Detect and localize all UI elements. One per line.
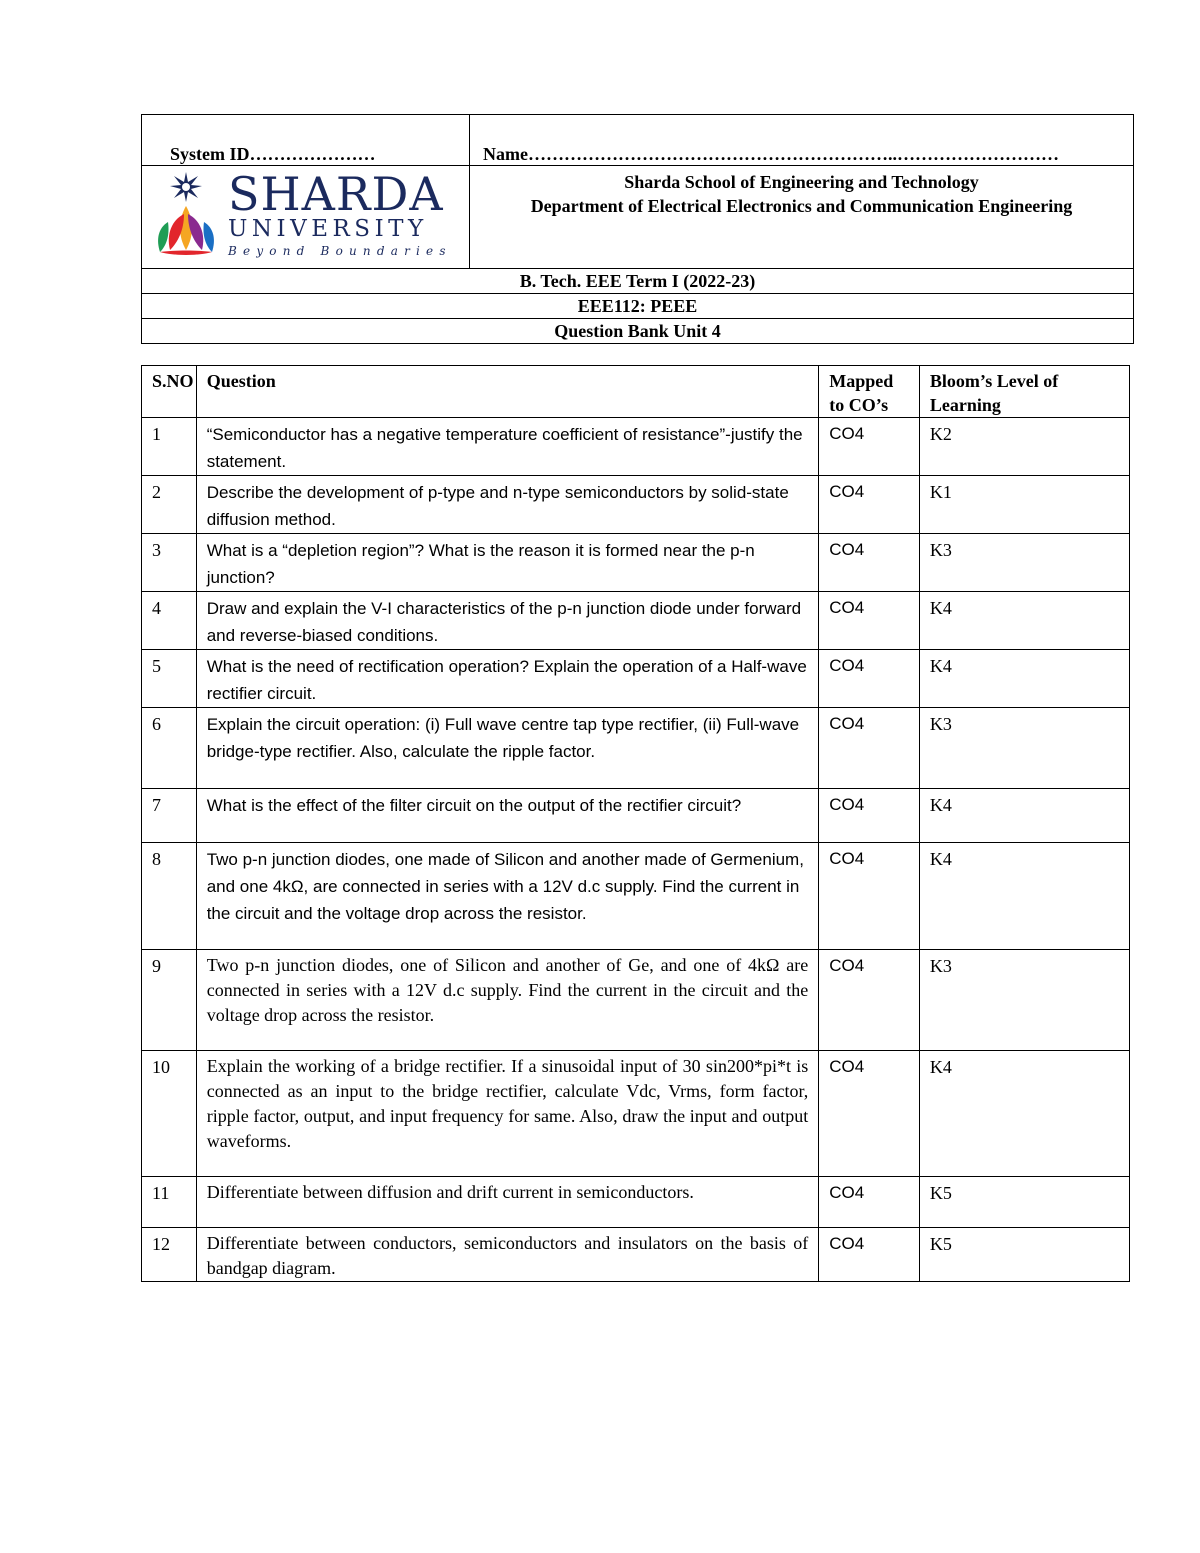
- row-question: “Semiconductor has a negative temperature coefficient of resistance”-justify the statement.: [196, 418, 819, 476]
- row-question: Differentiate between conductors, semiconductors and insulators on the basis of bandgap diagram.: [196, 1228, 819, 1282]
- row-sno: 10: [142, 1051, 197, 1177]
- program-title: B. Tech. EEE Term I (2022-23): [142, 269, 1134, 294]
- row-sno: 6: [142, 708, 197, 789]
- row-sno: 4: [142, 592, 197, 650]
- row-bloom: K3: [919, 950, 1129, 1051]
- row-bloom: K5: [919, 1228, 1129, 1282]
- row-sno: 2: [142, 476, 197, 534]
- row-bloom: K4: [919, 650, 1129, 708]
- question-table: [141, 365, 1130, 1282]
- question-bank-title: Question Bank Unit 4: [142, 319, 1134, 344]
- row-sno: 1: [142, 418, 197, 476]
- system-id-label: System ID…………………: [170, 144, 376, 164]
- logo-tagline: Beyond Boundaries: [228, 244, 452, 258]
- row-sno: 5: [142, 650, 197, 708]
- table-row: [142, 1051, 1130, 1177]
- row-co: CO4: [819, 592, 920, 650]
- course-row: [142, 294, 1134, 319]
- row-sno: 3: [142, 534, 197, 592]
- row-sno: 8: [142, 843, 197, 950]
- row-co: CO4: [819, 708, 920, 789]
- table-row: [142, 650, 1130, 708]
- row-bloom: K5: [919, 1177, 1129, 1228]
- course-title: EEE112: PEEE: [142, 294, 1134, 319]
- row-question: Draw and explain the V-I characteristics of the p-n junction diode under forward and reverse-biased conditions.: [196, 592, 819, 650]
- row-co: CO4: [819, 789, 920, 843]
- name-label: Name……………………………………………………..………………………: [483, 144, 1059, 164]
- row-sno: 7: [142, 789, 197, 843]
- logo-cell: [142, 166, 470, 269]
- system-id-field: [142, 115, 470, 166]
- table-row: [142, 476, 1130, 534]
- school-name: Sharda School of Engineering and Technology: [624, 172, 979, 192]
- row-sno: 11: [142, 1177, 197, 1228]
- row-sno: 12: [142, 1228, 197, 1282]
- row-co: CO4: [819, 843, 920, 950]
- table-row: [142, 592, 1130, 650]
- row-bloom: K3: [919, 708, 1129, 789]
- title-row: [142, 319, 1134, 344]
- university-logo: [154, 167, 469, 260]
- row-question: Two p-n junction diodes, one of Silicon and another of Ge, and one of 4kΩ are connected in series with a 12V d.c supply. Find the current in the circuit and the voltage drop across the resistor.: [196, 950, 819, 1051]
- lotus-flame-icon: [154, 170, 218, 256]
- row-co: CO4: [819, 418, 920, 476]
- row-bloom: K1: [919, 476, 1129, 534]
- name-field: [470, 115, 1134, 166]
- row-co: CO4: [819, 1051, 920, 1177]
- row-question: Explain the working of a bridge rectifier. If a sinusoidal input of 30 sin200*pi*t is connected as an input to the bridge rectifier, calculate Vdc, Vrms, form factor, ripple factor, output, and input frequency for same. Also, draw the input and output waveforms.: [196, 1051, 819, 1177]
- logo-subname: UNIVERSITY: [228, 216, 428, 242]
- column-header-bloom: Bloom’s Level of Learning: [919, 366, 1129, 418]
- table-row: [142, 534, 1130, 592]
- table-row: [142, 1177, 1130, 1228]
- logo-name: SHARDA: [228, 167, 444, 221]
- program-row: [142, 269, 1134, 294]
- row-co: CO4: [819, 650, 920, 708]
- table-header-row: [142, 366, 1130, 418]
- row-sno: 9: [142, 950, 197, 1051]
- logo-wordmark: [228, 167, 452, 260]
- row-question: What is the effect of the filter circuit on the output of the rectifier circuit?: [196, 789, 819, 843]
- row-question: What is a “depletion region”? What is the reason it is formed near the p-n junction?: [196, 534, 819, 592]
- row-question: Differentiate between diffusion and drift current in semiconductors.: [196, 1177, 819, 1228]
- row-bloom: K4: [919, 1051, 1129, 1177]
- table-row: [142, 1228, 1130, 1282]
- header-table: [141, 114, 1134, 344]
- column-header-sno: S.NO: [142, 366, 197, 418]
- row-co: CO4: [819, 534, 920, 592]
- row-bloom: K3: [919, 534, 1129, 592]
- table-row: [142, 708, 1130, 789]
- table-row: [142, 789, 1130, 843]
- row-bloom: K4: [919, 843, 1129, 950]
- table-row: [142, 418, 1130, 476]
- column-header-question: Question: [196, 366, 819, 418]
- row-co: CO4: [819, 1177, 920, 1228]
- row-co: CO4: [819, 1228, 920, 1282]
- header-logo-row: [142, 166, 1134, 269]
- table-row: [142, 843, 1130, 950]
- row-bloom: K2: [919, 418, 1129, 476]
- row-bloom: K4: [919, 789, 1129, 843]
- table-row: [142, 950, 1130, 1051]
- row-question: Explain the circuit operation: (i) Full wave centre tap type rectifier, (ii) Full-wave bridge-type rectifier. Also, calculate the ripple factor.: [196, 708, 819, 789]
- row-question: Describe the development of p-type and n-type semiconductors by solid-state diffusion method.: [196, 476, 819, 534]
- column-header-co: Mapped to CO’s: [819, 366, 920, 418]
- header-id-row: [142, 115, 1134, 166]
- row-bloom: K4: [919, 592, 1129, 650]
- row-question: What is the need of rectification operation? Explain the operation of a Half-wave rectifier circuit.: [196, 650, 819, 708]
- row-question: Two p-n junction diodes, one made of Silicon and another made of Germenium, and one 4kΩ, are connected in series with a 12V d.c supply. Find the current in the circuit and the voltage drop across the resistor.: [196, 843, 819, 950]
- school-cell: [470, 166, 1134, 269]
- department-name: Department of Electrical Electronics and Communication Engineering: [530, 196, 1073, 216]
- row-co: CO4: [819, 476, 920, 534]
- row-co: CO4: [819, 950, 920, 1051]
